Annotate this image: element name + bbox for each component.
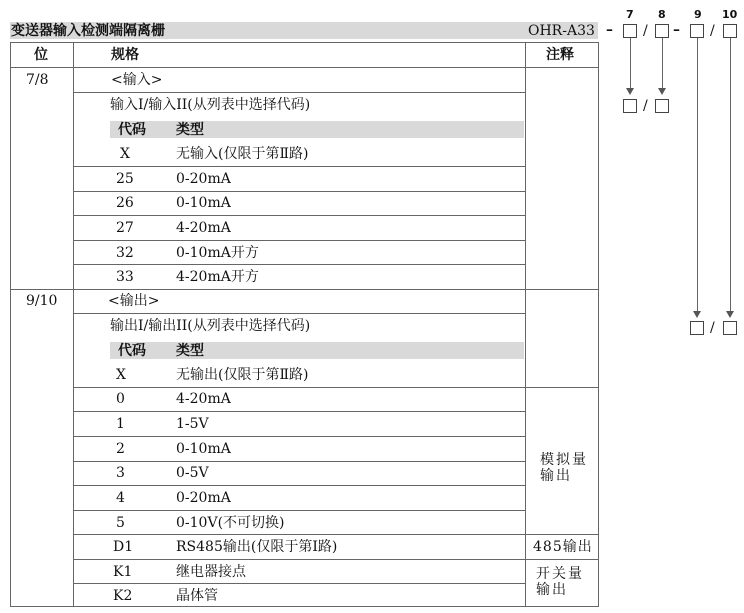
output-position: 9/10 bbox=[26, 293, 58, 309]
model-code: OHR-A33 bbox=[528, 23, 595, 39]
order-position-8: 8 bbox=[658, 8, 666, 21]
output-row-type: 0-10mA bbox=[176, 441, 231, 457]
column-header-position: 位 bbox=[34, 47, 48, 63]
output-row-code: 5 bbox=[116, 515, 125, 531]
arrow-7 bbox=[626, 88, 634, 95]
connector-line-9 bbox=[697, 38, 698, 312]
input-row-type: 4-20mA bbox=[176, 220, 231, 236]
connector-line-7 bbox=[630, 38, 631, 88]
output-row-divider bbox=[73, 510, 525, 511]
note-analog-output bbox=[540, 452, 588, 484]
output-row-divider bbox=[73, 411, 525, 412]
input-row-divider bbox=[73, 240, 525, 241]
input-row-type: 0-20mA bbox=[176, 171, 231, 187]
input-row-type: 0-10mA开方 bbox=[176, 245, 259, 261]
arrow-8 bbox=[658, 88, 666, 95]
note-switch-line1: 开关量 bbox=[536, 566, 584, 582]
order-dash-1: – bbox=[606, 22, 613, 38]
input-code-header: 代码 bbox=[118, 122, 146, 138]
input-code-box-2[interactable] bbox=[655, 99, 669, 113]
output-code-box-1[interactable] bbox=[690, 321, 704, 335]
order-position-9: 9 bbox=[694, 8, 702, 21]
output-row-divider bbox=[73, 461, 525, 462]
output-row-code: D1 bbox=[113, 539, 134, 555]
output-row-type: 4-20mA bbox=[176, 391, 231, 407]
column-divider-position bbox=[73, 42, 74, 607]
table-top-border bbox=[10, 42, 599, 43]
order-position-7: 7 bbox=[626, 8, 634, 21]
table-bottom-border bbox=[10, 606, 599, 607]
output-subheading: 输出I/输出II(从列表中选择代码) bbox=[110, 318, 311, 334]
output-row-type: 无输出(仅限于第Ⅱ路) bbox=[176, 367, 309, 383]
input-row-code: 27 bbox=[116, 220, 134, 236]
order-position-10: 10 bbox=[722, 8, 738, 21]
connector-line-8 bbox=[662, 38, 663, 88]
output-code-header: 代码 bbox=[118, 343, 146, 359]
order-slash-1: / bbox=[643, 23, 648, 39]
table-left-border bbox=[10, 42, 11, 607]
output-row-type: 0-20mA bbox=[176, 490, 231, 506]
column-header-note: 注释 bbox=[546, 47, 574, 63]
output-row-divider bbox=[73, 387, 598, 388]
input-row-code: 25 bbox=[116, 171, 134, 187]
input-row-type: 无输入(仅限于第Ⅱ路) bbox=[176, 146, 309, 162]
output-heading-divider bbox=[73, 313, 525, 314]
order-box-9[interactable] bbox=[690, 24, 704, 38]
arrow-10 bbox=[726, 311, 734, 318]
document-title: 变送器输入检测端隔离栅 bbox=[11, 23, 165, 39]
output-row-code: 2 bbox=[116, 441, 125, 457]
output-row-code: X bbox=[116, 367, 126, 383]
note-switch-line2: 输出 bbox=[536, 582, 568, 598]
input-subheading: 输入I/输入II(从列表中选择代码) bbox=[110, 97, 311, 113]
input-position: 7/8 bbox=[26, 72, 49, 88]
note-rs485-output: 485输出 bbox=[533, 539, 593, 555]
note-analog-line2: 输出 bbox=[540, 468, 572, 484]
input-row-divider bbox=[73, 191, 525, 192]
output-code-box-2[interactable] bbox=[723, 321, 737, 335]
output-row-divider bbox=[73, 583, 525, 584]
order-box-7[interactable] bbox=[623, 24, 637, 38]
input-row-divider bbox=[73, 264, 525, 265]
output-row-code: 4 bbox=[116, 490, 125, 506]
input-heading-divider bbox=[73, 92, 525, 93]
connector-line-10 bbox=[730, 38, 731, 312]
output-row-code: 0 bbox=[116, 391, 125, 407]
note-analog-line1: 模拟量 bbox=[540, 452, 588, 468]
output-row-type: 0-10V(不可切换) bbox=[176, 515, 285, 531]
output-row-type: RS485输出(仅限于第Ⅰ路) bbox=[176, 539, 338, 555]
output-row-type: 晶体管 bbox=[176, 588, 218, 604]
order-dash-2: – bbox=[673, 22, 680, 38]
output-heading: <输出> bbox=[108, 293, 160, 309]
column-header-spec: 规格 bbox=[111, 47, 139, 63]
output-row-divider bbox=[73, 534, 598, 535]
section-divider bbox=[10, 289, 599, 290]
input-row-code: 33 bbox=[116, 269, 134, 285]
header-bottom-border bbox=[10, 67, 599, 68]
output-type-header: 类型 bbox=[176, 343, 204, 359]
input-row-code: 32 bbox=[116, 245, 134, 261]
output-row-divider bbox=[73, 559, 598, 560]
output-row-code: 3 bbox=[116, 465, 125, 481]
output-row-type: 继电器接点 bbox=[176, 564, 246, 580]
input-row-divider bbox=[73, 166, 525, 167]
input-code-box-1[interactable] bbox=[623, 99, 637, 113]
order-box-10[interactable] bbox=[723, 24, 737, 38]
output-row-type: 0-5V bbox=[176, 465, 209, 481]
order-box-8[interactable] bbox=[655, 24, 669, 38]
input-row-type: 4-20mA开方 bbox=[176, 269, 259, 285]
output-row-type: 1-5V bbox=[176, 416, 209, 432]
table-right-border bbox=[598, 42, 599, 607]
input-heading: <输入> bbox=[111, 72, 163, 88]
input-row-code: 26 bbox=[116, 195, 134, 211]
output-row-code: K2 bbox=[113, 588, 133, 604]
input-row-divider bbox=[73, 215, 525, 216]
input-row-code: X bbox=[120, 146, 130, 162]
input-row-type: 0-10mA bbox=[176, 195, 231, 211]
order-slash-2: / bbox=[710, 23, 715, 39]
input-type-header: 类型 bbox=[176, 122, 204, 138]
input-code-slash: / bbox=[643, 98, 648, 114]
input-code-header-band bbox=[110, 121, 524, 138]
output-code-slash: / bbox=[710, 320, 715, 336]
output-row-code: K1 bbox=[113, 564, 133, 580]
output-row-divider bbox=[73, 436, 525, 437]
output-row-code: 1 bbox=[116, 416, 125, 432]
column-divider-note bbox=[525, 42, 526, 607]
arrow-9 bbox=[693, 311, 701, 318]
output-row-divider bbox=[73, 485, 525, 486]
output-code-header-band bbox=[110, 342, 524, 359]
note-switch-output bbox=[536, 566, 584, 598]
